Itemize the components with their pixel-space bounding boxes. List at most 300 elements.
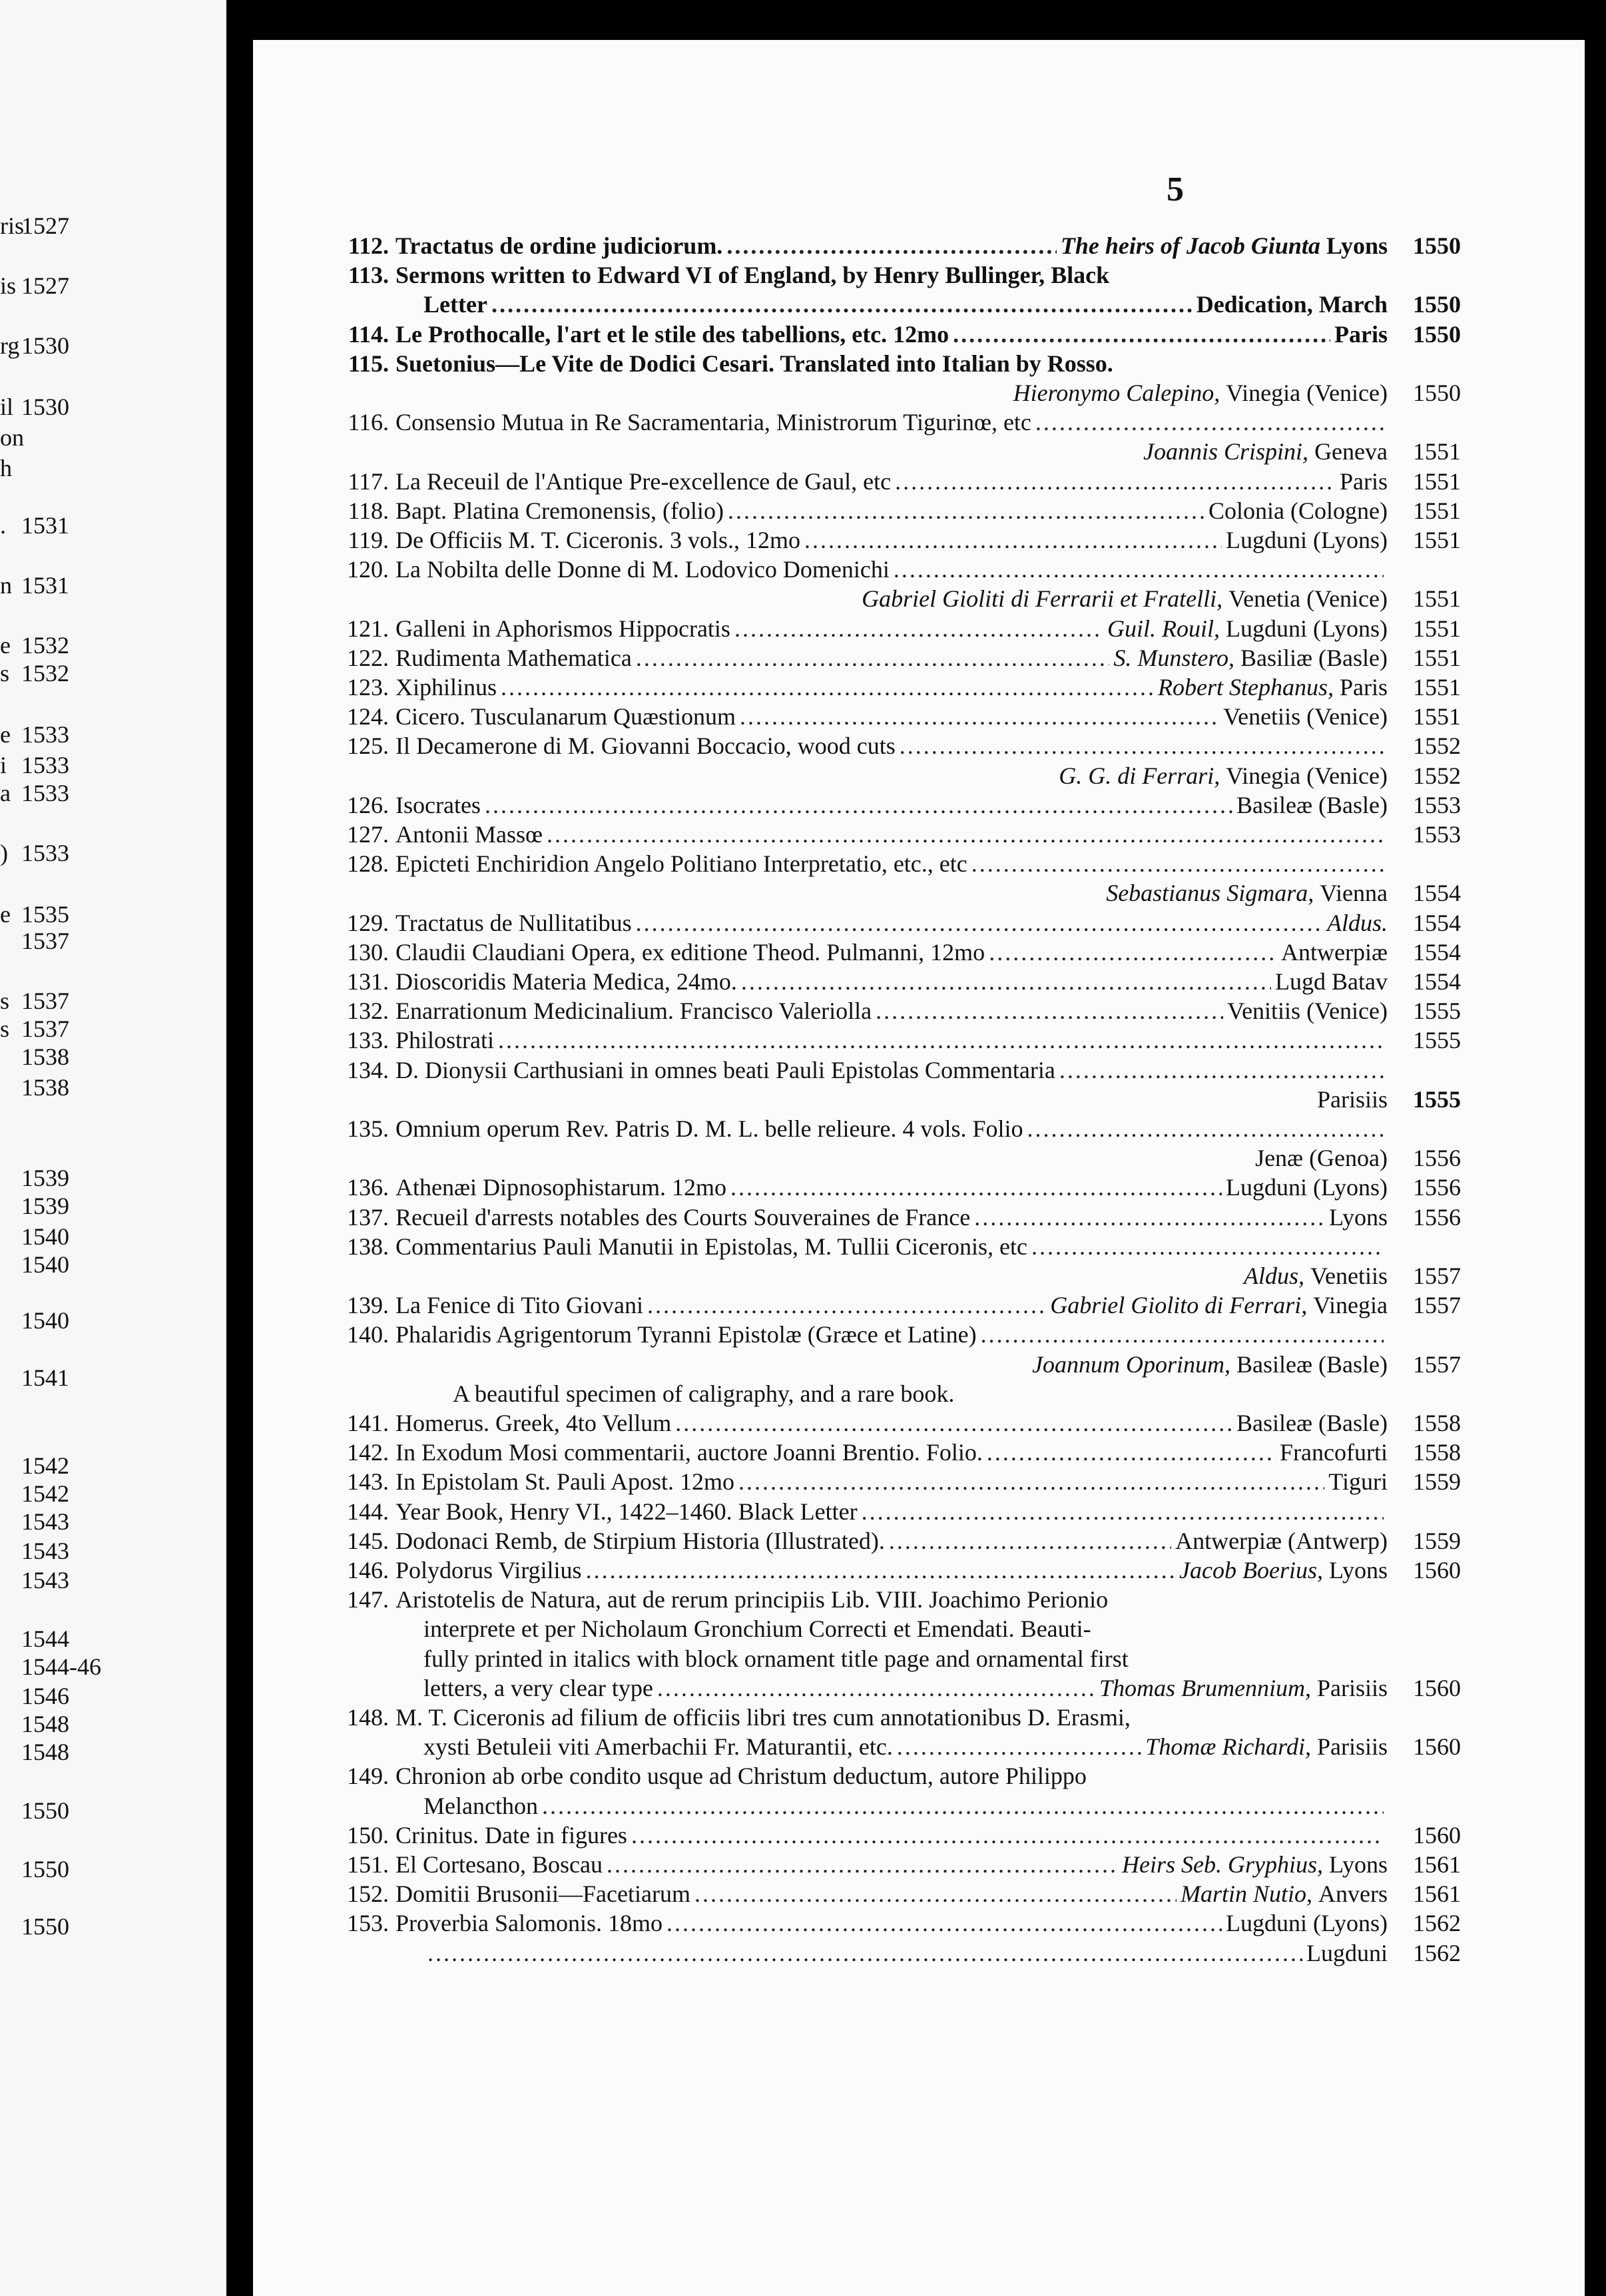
dot-leader (657, 1674, 1095, 1702)
entry-line (396, 1585, 1388, 1613)
entry-line (396, 1409, 1388, 1437)
entry-number: 132. (347, 998, 389, 1024)
dot-leader (876, 997, 1223, 1025)
spacer (1320, 232, 1326, 260)
year-fragment: 1548 (21, 1711, 69, 1737)
year: 1557 (1413, 1263, 1461, 1289)
dot-leader (862, 1498, 1384, 1526)
entry-title: Galleni in Aphorismos Hippocratis (396, 615, 730, 642)
place: Lugduni (Lyons) (1226, 1174, 1388, 1201)
line-fragment: a (0, 780, 11, 806)
catalogue-entry (0, 1203, 1606, 1233)
entry-title: Suetonius—Le Vite de Dodici Cesari. Translated into Italian by Rosso. (396, 350, 1113, 377)
place: Dedication, March (1196, 291, 1388, 318)
entry-title: Isocrates (396, 792, 481, 818)
place: Geneva (1314, 438, 1388, 465)
entry-title: Il Decamerone di M. Giovanni Boccacio, wood cuts (396, 732, 896, 759)
entry-number: 133. (347, 1027, 389, 1053)
line-fragment: ) (0, 840, 8, 866)
dot-leader (636, 909, 1323, 937)
year: 1551 (1413, 615, 1461, 642)
catalogue-entry (0, 791, 1606, 820)
year: 1552 (1413, 732, 1461, 759)
entry-title: Crinitus. Date in figures (396, 1822, 627, 1849)
year: 1561 (1413, 1880, 1461, 1907)
catalogue-entry (0, 1468, 1606, 1497)
dot-leader (586, 1556, 1175, 1584)
entry-title: Dioscoridis Materia Medica, 24mo. (396, 968, 737, 995)
dot-leader (728, 497, 1204, 525)
entry-number: 114. (348, 321, 389, 348)
dot-leader (738, 1468, 1324, 1496)
catalogue-entry (0, 820, 1606, 850)
entry-line (396, 232, 1388, 260)
place: Antwerpiæ (Antwerp) (1175, 1528, 1388, 1554)
year: 1558 (1413, 1439, 1461, 1466)
year: 1550 (1413, 291, 1461, 318)
publisher: Joannis Crispini, (1143, 438, 1309, 465)
entry-title: Rudimenta Mathematica (396, 645, 632, 671)
catalogue-entry (0, 1909, 1606, 1938)
catalogue-entry-line (0, 1262, 1606, 1291)
place: Venetia (Venice) (1228, 585, 1388, 612)
dot-leader (491, 290, 1193, 318)
line-fragment: is (0, 272, 17, 299)
catalogue-entry-line (0, 585, 1606, 614)
entry-line (396, 1056, 1388, 1084)
catalogue-entry-line (0, 1674, 1606, 1703)
catalogue-entry (0, 555, 1606, 585)
place: Paris (1340, 674, 1388, 701)
year: 1550 (1413, 321, 1461, 348)
entry-number: 150. (347, 1822, 389, 1849)
catalogue-entry (0, 1527, 1606, 1556)
entry-title: Homerus. Greek, 4to Vellum (396, 1410, 672, 1436)
dot-leader (981, 1320, 1384, 1348)
dot-leader (953, 320, 1330, 348)
entry-number: 148. (347, 1704, 389, 1731)
catalogue-entry (0, 1173, 1606, 1203)
entry-line (396, 1262, 1388, 1290)
entry-number: 129. (347, 910, 389, 936)
publisher: Robert Stephanus, (1158, 674, 1334, 701)
entry-title: La Nobilta delle Donne di M. Lodovico Domenichi (396, 556, 890, 583)
dot-leader (1059, 1056, 1384, 1084)
entry-line (423, 1733, 1388, 1761)
entry-title: letters, a very clear type (423, 1675, 653, 1701)
catalogue-entry-line (0, 1645, 1606, 1674)
year: 1551 (1413, 468, 1461, 495)
entry-line (396, 909, 1388, 937)
entry-number: 145. (347, 1528, 389, 1554)
year: 1551 (1413, 645, 1461, 671)
entry-number: 113. (348, 262, 389, 288)
place: Francofurti (1280, 1439, 1388, 1466)
entry-number: 138. (347, 1233, 389, 1260)
year: 1550 (1413, 380, 1461, 406)
catalogue-entry (0, 1498, 1606, 1527)
entry-number: 144. (347, 1498, 389, 1525)
dot-leader (636, 644, 1109, 672)
entry-title: La Fenice di Tito Giovani (396, 1292, 643, 1318)
year: 1560 (1413, 1675, 1461, 1701)
place: Lyons (1328, 1851, 1388, 1878)
spacer (1323, 1556, 1329, 1584)
entry-number: 140. (347, 1321, 389, 1348)
entry-number: 128. (347, 850, 389, 877)
entry-line (396, 762, 1388, 790)
catalogue-entry (0, 615, 1606, 644)
year-fragment: 1531 (21, 572, 69, 599)
catalogue-entry (0, 1762, 1606, 1791)
entry-line (396, 1527, 1388, 1555)
year-fragment: 1532 (21, 632, 69, 659)
year-fragment: 1542 (21, 1452, 69, 1479)
entry-line (423, 1939, 1388, 1967)
entry-line (396, 1851, 1388, 1878)
entry-line (396, 820, 1388, 848)
year-fragment: 1537 (21, 988, 69, 1014)
year: 1556 (1413, 1174, 1461, 1201)
entry-line (423, 1792, 1388, 1820)
dot-leader (894, 555, 1384, 583)
year-fragment: 1533 (21, 780, 69, 806)
catalogue-entry (0, 1026, 1606, 1055)
dot-leader (895, 467, 1336, 495)
entry-line (396, 644, 1388, 672)
catalogue-entry-line (0, 1380, 1606, 1409)
publisher: Aldus, (1244, 1263, 1305, 1289)
line-fragment: s (0, 1015, 10, 1042)
year: 1557 (1413, 1292, 1461, 1318)
publisher: S. Munstero, (1113, 645, 1235, 671)
entry-number: 141. (347, 1410, 389, 1436)
year: 1554 (1413, 968, 1461, 995)
dot-leader (726, 232, 1057, 260)
entry-title: Epicteti Enchiridion Angelo Politiano Interpretatio, etc., etc (396, 850, 967, 877)
year: 1560 (1413, 1822, 1461, 1849)
entry-number: 142. (347, 1439, 389, 1466)
entry-line (423, 1645, 1388, 1673)
entry-title: La Receuil de l'Antique Pre-excellence de Gaul, etc (396, 468, 892, 495)
entry-number: 123. (347, 674, 389, 701)
entry-title: Antonii Massœ (396, 821, 543, 848)
dot-leader (989, 938, 1277, 966)
spacer (1323, 1851, 1329, 1878)
entry-line (396, 879, 1388, 907)
year: 1554 (1413, 910, 1461, 936)
entry-title: interprete et per Nicholaum Gronchium Correcti et Emendati. Beauti- (423, 1615, 1091, 1642)
entry-line (396, 320, 1388, 348)
catalogue-entry (0, 968, 1606, 997)
catalogue-entry (0, 909, 1606, 938)
entry-line (396, 1880, 1388, 1908)
catalogue-entry (0, 732, 1606, 761)
spacer (1234, 644, 1240, 672)
dot-leader (897, 1733, 1141, 1761)
place: Lyons (1326, 232, 1388, 259)
entry-line (396, 497, 1388, 525)
year: 1554 (1413, 939, 1461, 966)
place: Vienna (1320, 880, 1388, 906)
entry-number: 126. (347, 792, 389, 818)
line-fragment: e (0, 632, 11, 659)
year-fragment: 1532 (21, 660, 69, 687)
publisher: Jacob Boerius, (1179, 1557, 1323, 1583)
publisher: Thomæ Richardi, (1145, 1733, 1311, 1760)
entry-line (396, 526, 1388, 554)
line-fragment: i (0, 752, 7, 778)
entry-title: Polydorus Virgilius (396, 1557, 582, 1583)
year: 1562 (1413, 1940, 1461, 1966)
year-fragment: 1533 (21, 752, 69, 778)
year: 1551 (1413, 438, 1461, 465)
dot-leader (1035, 408, 1384, 436)
place: Lugduni (Lyons) (1226, 1910, 1388, 1936)
year-fragment: 1550 (21, 1856, 69, 1882)
year: 1552 (1413, 762, 1461, 789)
entry-number: 135. (347, 1115, 389, 1142)
entry-line (396, 1438, 1388, 1466)
dot-leader (1027, 1115, 1384, 1143)
dot-leader (740, 703, 1219, 730)
place: Lugduni (Lyons) (1226, 615, 1388, 642)
line-fragment: e (0, 901, 11, 928)
catalogue-entry (0, 1291, 1606, 1320)
publisher: Martin Nutio, (1180, 1880, 1313, 1907)
place: Lyons (1328, 1204, 1388, 1231)
entry-number: 134. (347, 1057, 389, 1083)
entry-number: 112. (348, 232, 389, 259)
dot-leader (498, 1026, 1384, 1054)
entry-line (396, 938, 1388, 966)
entry-title: Melancthon (423, 1793, 538, 1819)
catalogue-entry (0, 1056, 1606, 1085)
place: Lugduni (Lyons) (1226, 527, 1388, 553)
dot-leader (607, 1851, 1118, 1878)
year-fragment: 1546 (21, 1683, 69, 1709)
dot-leader (1031, 1233, 1384, 1261)
entry-line (396, 467, 1388, 495)
year: 1557 (1413, 1351, 1461, 1378)
entry-line (396, 968, 1388, 996)
spacer (1220, 762, 1226, 790)
dot-leader (741, 968, 1271, 996)
line-fragment: rg (0, 332, 20, 359)
line-fragment: on (0, 424, 24, 451)
year-fragment: 1539 (21, 1165, 69, 1191)
catalogue-entry (0, 1233, 1606, 1262)
entry-number: 131. (347, 968, 389, 995)
spacer (1311, 1674, 1317, 1702)
publisher: Hieronymo Calepino, (1013, 380, 1220, 406)
line-fragment: e (0, 721, 11, 748)
catalogue-entry (0, 232, 1606, 261)
year: 1551 (1413, 497, 1461, 524)
entry-number: 122. (347, 645, 389, 671)
year: 1555 (1413, 1086, 1461, 1113)
place: Lugd Batav (1275, 968, 1388, 995)
entry-line (396, 703, 1388, 730)
catalogue-entry (0, 1851, 1606, 1880)
entry-title: Athenæi Dipnosophistarum. 12mo (396, 1174, 726, 1201)
catalogue-entry (0, 350, 1606, 379)
spacer (1312, 1880, 1318, 1908)
line-fragment: . (0, 512, 6, 539)
catalogue-entry (0, 526, 1606, 555)
year: 1559 (1413, 1528, 1461, 1554)
year: 1551 (1413, 527, 1461, 553)
dot-leader (667, 1909, 1222, 1937)
dot-leader (734, 615, 1103, 643)
entry-number: 152. (347, 1880, 389, 1907)
catalogue-entry (0, 497, 1606, 526)
entry-line (396, 1203, 1388, 1231)
spacer (1311, 1733, 1317, 1761)
place: Parisiis (1316, 1675, 1388, 1701)
catalogue-entry (0, 644, 1606, 673)
entry-title: Bapt. Platina Cremonensis, (folio) (396, 497, 724, 524)
dot-leader (974, 1203, 1325, 1231)
dot-leader (501, 673, 1154, 701)
place: Basiliæ (Basle) (1240, 645, 1388, 671)
entry-title: Cicero. Tusculanarum Quæstionum (396, 703, 736, 730)
year: 1554 (1413, 880, 1461, 906)
entry-line (396, 1468, 1388, 1496)
entry-title: Tractatus de Nullitatibus (396, 910, 632, 936)
entry-number: 136. (347, 1174, 389, 1201)
entry-number: 153. (347, 1910, 389, 1936)
catalogue-entry (0, 467, 1606, 497)
year-fragment: 1527 (21, 212, 69, 239)
catalogue-entry (0, 1585, 1606, 1615)
catalogue-entry (0, 1409, 1606, 1438)
entry-line (396, 555, 1388, 583)
catalogue-entry-line (0, 1792, 1606, 1821)
line-fragment: h (0, 455, 12, 481)
year: 1559 (1413, 1468, 1461, 1495)
entry-title: M. T. Ciceronis ad filium de officiis libri tres cum annotationibus D. Erasmi, (396, 1704, 1131, 1731)
dot-leader (631, 1821, 1384, 1849)
entry-line (396, 1556, 1388, 1584)
entry-title: fully printed in italics with block ornament title page and ornamental first (423, 1645, 1129, 1672)
place: Venetiis (1310, 1263, 1388, 1289)
catalogue-entry (0, 1821, 1606, 1851)
dot-leader (542, 1792, 1384, 1820)
line-fragment: s (0, 660, 10, 687)
catalogue-entry-line (0, 1733, 1606, 1762)
place: Parisiis (1316, 1086, 1388, 1113)
entry-title: In Epistolam St. Pauli Apost. 12mo (396, 1468, 735, 1495)
spacer (1222, 585, 1228, 613)
place: Paris (1334, 321, 1388, 348)
year-fragment: 1540 (21, 1223, 69, 1250)
entry-line (396, 1909, 1388, 1937)
dot-leader (987, 1438, 1276, 1466)
spacer (1230, 1350, 1236, 1378)
entry-number: 139. (347, 1292, 389, 1318)
year-fragment: 1537 (21, 928, 69, 954)
entry-title: Philostrati (396, 1027, 495, 1053)
entry-title: Xiphilinus (396, 674, 497, 701)
entry-title: Aristotelis de Natura, aut de rerum principiis Lib. VIII. Joachimo Perionio (396, 1586, 1109, 1613)
entry-line (396, 673, 1388, 701)
entry-line (396, 1173, 1388, 1201)
place: Basileæ (Basle) (1236, 1410, 1388, 1436)
year: 1562 (1413, 1910, 1461, 1936)
entry-number: 151. (347, 1851, 389, 1878)
entry-number: 125. (347, 732, 389, 759)
entry-number: 119. (348, 527, 389, 553)
entry-line (396, 1085, 1388, 1113)
place: Vinegia (Venice) (1226, 762, 1388, 789)
publisher: Heirs Seb. Gryphius, (1122, 1851, 1323, 1878)
place: Basileæ (Basle) (1236, 792, 1388, 818)
entry-number: 147. (347, 1586, 389, 1613)
catalogue-entry (0, 938, 1606, 968)
year-fragment: 1544-46 (21, 1653, 101, 1680)
year-fragment: 1550 (21, 1913, 69, 1940)
year: 1560 (1413, 1557, 1461, 1583)
year: 1551 (1413, 585, 1461, 612)
catalogue-entry (0, 850, 1606, 879)
dot-leader (675, 1409, 1232, 1437)
dot-leader (971, 850, 1384, 878)
catalogue-entry-line (0, 379, 1606, 408)
place: Parisiis (1316, 1733, 1388, 1760)
catalogue-entry (0, 1438, 1606, 1468)
entry-line (396, 1821, 1388, 1849)
entry-number: 121. (347, 615, 389, 642)
year-fragment: 1542 (21, 1480, 69, 1507)
catalogue-entry (0, 320, 1606, 350)
place: Tiguri (1328, 1468, 1388, 1495)
entry-line (396, 1144, 1388, 1172)
year-fragment: 1540 (21, 1251, 69, 1278)
publisher: G. G. di Ferrari, (1059, 762, 1220, 789)
entry-title: Proverbia Salomonis. 18mo (396, 1910, 663, 1936)
entry-line (396, 732, 1388, 760)
catalogue-entry-line (0, 437, 1606, 467)
year-fragment: 1538 (21, 1043, 69, 1070)
dot-leader (485, 791, 1232, 819)
catalogue-entry-line (0, 1144, 1606, 1173)
entry-line (423, 290, 1388, 318)
year-fragment: 1540 (21, 1307, 69, 1334)
spacer (1308, 437, 1314, 465)
entry-title: xysti Betuleii viti Amerbachii Fr. Maturantii, etc. (423, 1733, 893, 1760)
year-fragment: 1535 (21, 901, 69, 928)
catalogue-entry-line (0, 762, 1606, 791)
entry-line (396, 350, 1388, 378)
entry-number: 143. (347, 1468, 389, 1495)
entry-title: In Exodum Mosi commentarii, auctore Joanni Brentio. Folio. (396, 1439, 983, 1466)
year-fragment: 1550 (21, 1797, 69, 1824)
entry-number: 118. (348, 497, 389, 524)
entry-number: 146. (347, 1557, 389, 1583)
entry-title: De Officiis M. T. Ciceronis. 3 vols., 12mo (396, 527, 800, 553)
publisher: The heirs of Jacob Giunta (1060, 232, 1320, 259)
publisher: Thomas Brumennium, (1099, 1675, 1311, 1701)
publisher: Sebastianus Sigmara, (1106, 880, 1314, 906)
place: Colonia (Cologne) (1208, 497, 1388, 524)
line-fragment: ris (0, 212, 24, 239)
entry-line (396, 585, 1388, 613)
year-fragment: 1537 (21, 1015, 69, 1042)
year-fragment: 1531 (21, 512, 69, 539)
year: 1551 (1413, 674, 1461, 701)
catalogue-entry (0, 1880, 1606, 1909)
